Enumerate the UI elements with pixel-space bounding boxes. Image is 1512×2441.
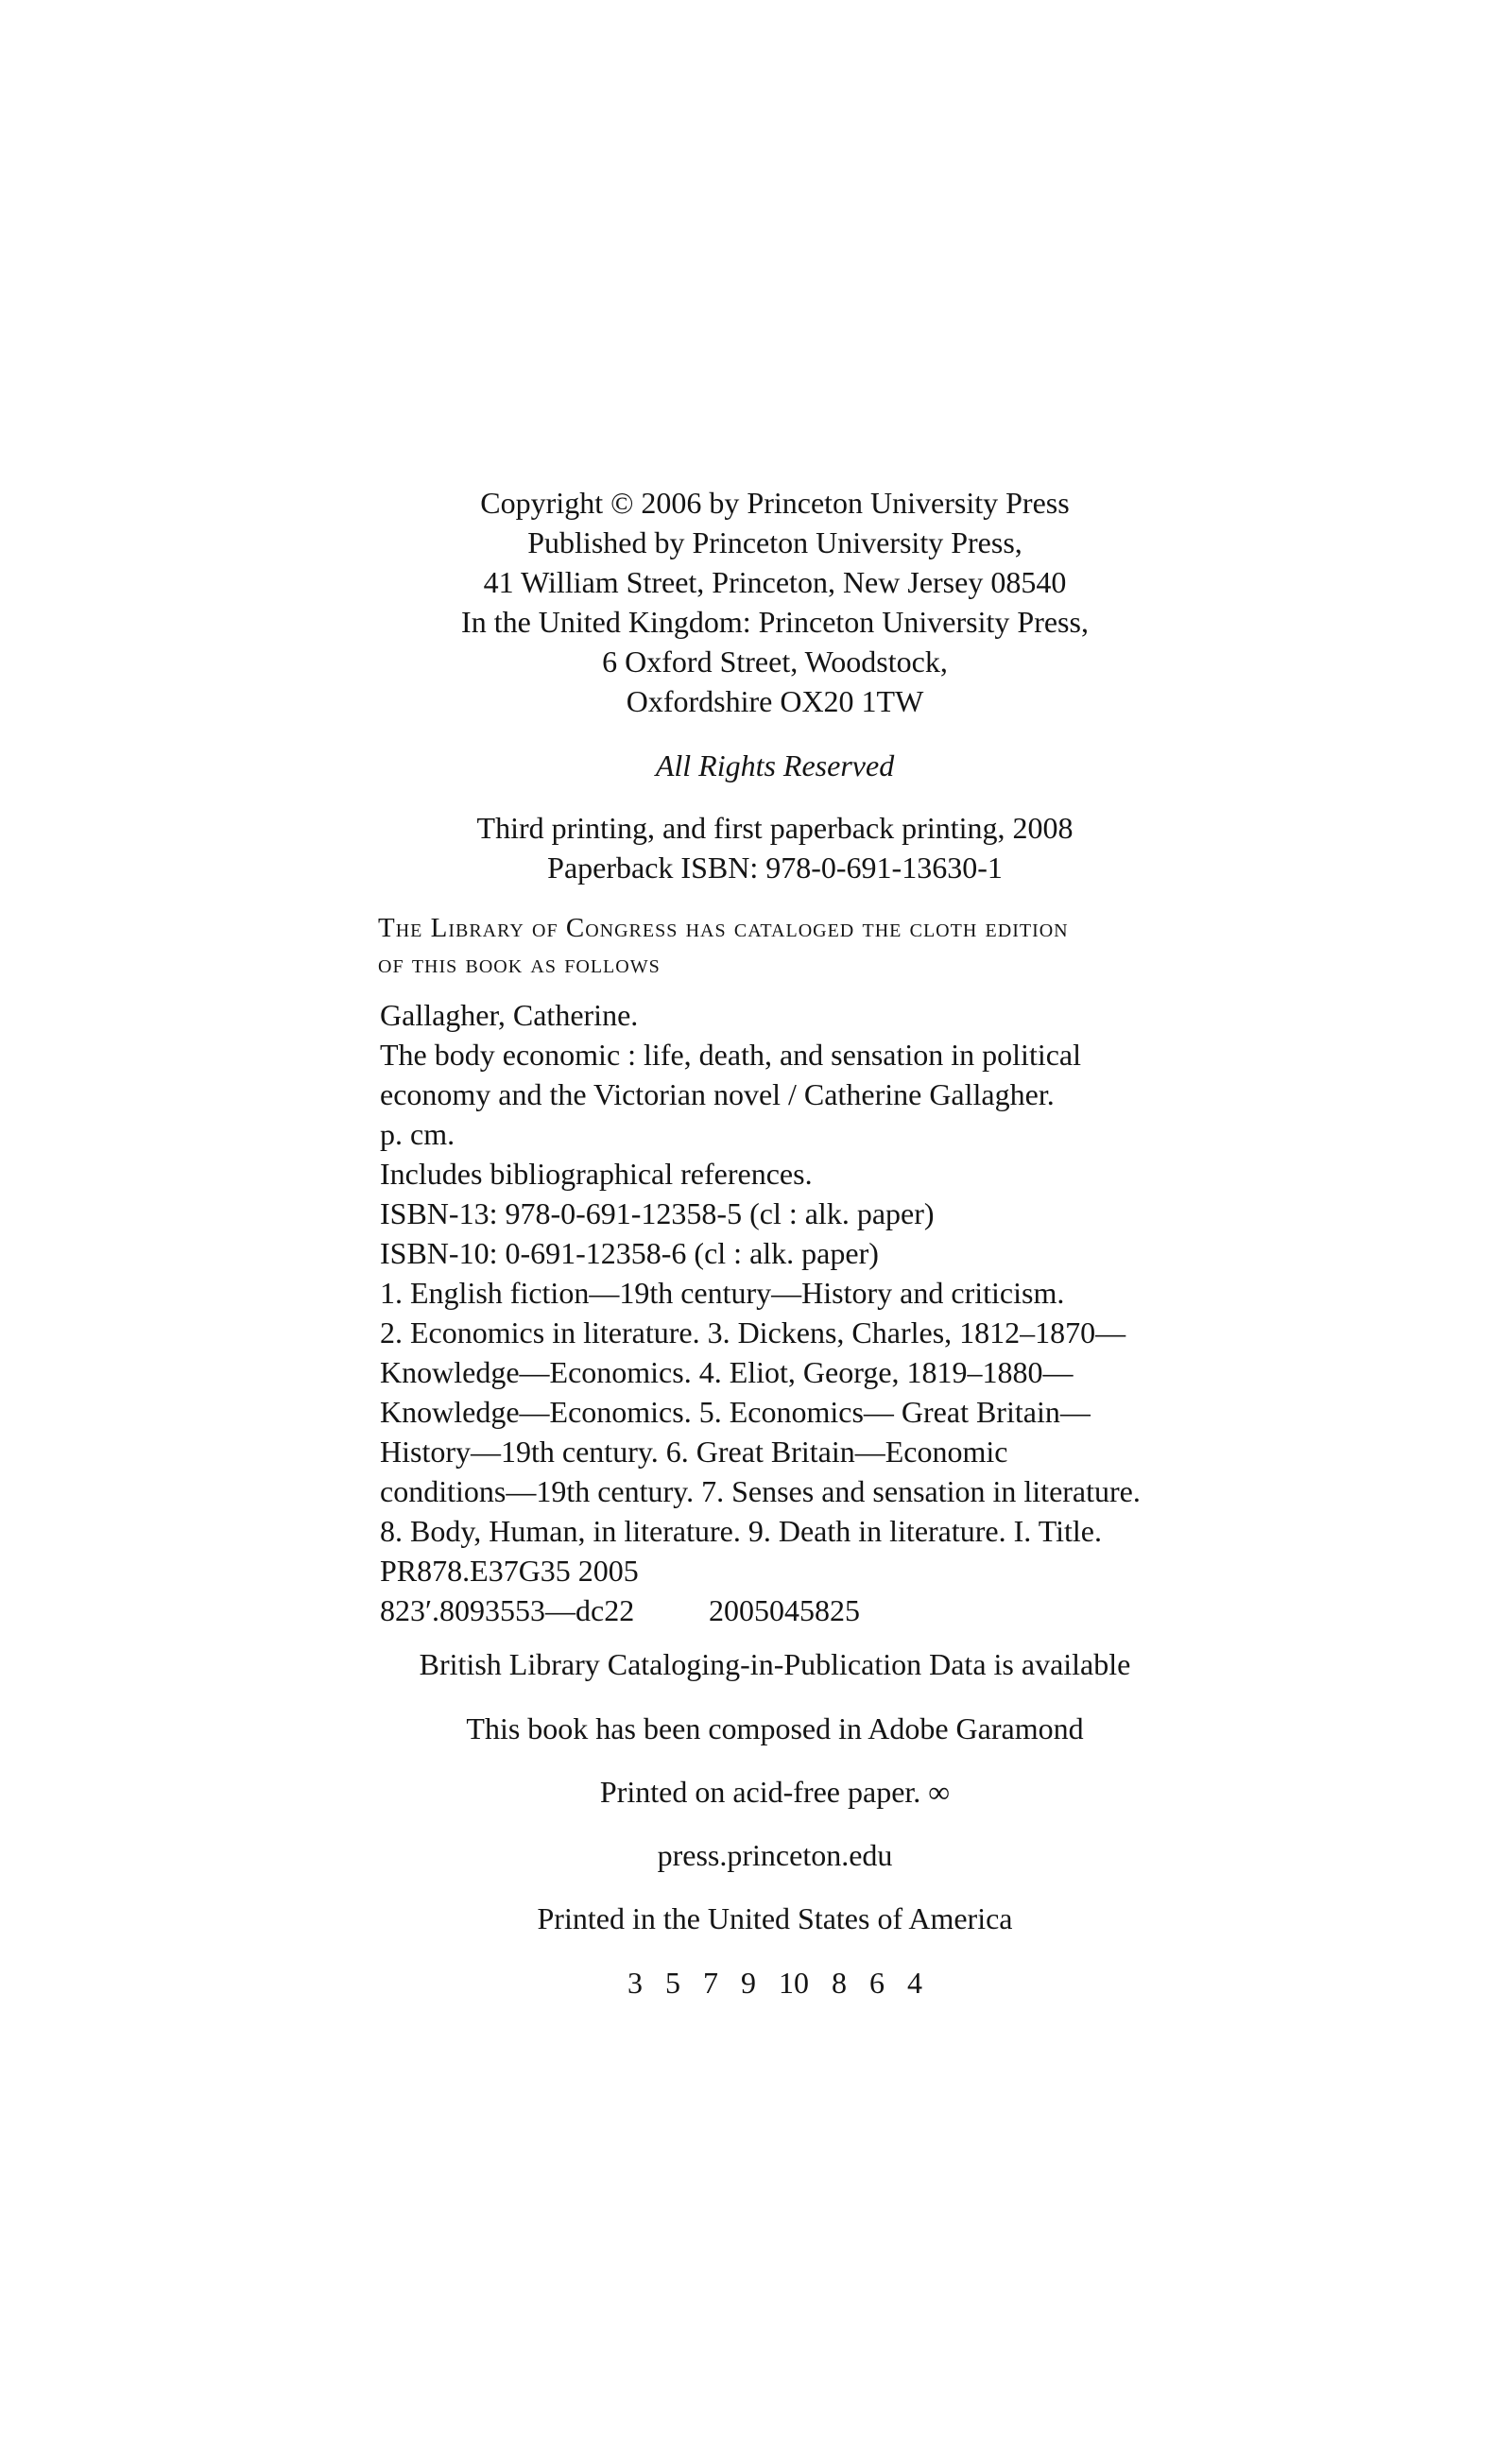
cip-title-line: The body economic : life, death, and sensation in political: [380, 1038, 1082, 1072]
cip-subject-line: Knowledge—Economics. 4. Eliot, George, 1819–1880—: [380, 1355, 1074, 1389]
printer-key-number: 7: [703, 1966, 718, 2000]
printer-key-number: 8: [832, 1966, 847, 2000]
printer-key-line: [378, 1963, 1172, 2003]
printer-key-number: 9: [741, 1966, 756, 2000]
british-library-line: British Library Cataloging-in-Publication Data is available: [419, 1647, 1131, 1681]
cip-classification-row: [380, 1590, 1193, 1630]
paperback-isbn: Paperback ISBN: 978-0-691-13630-1: [547, 851, 1003, 885]
printer-key-number: 5: [665, 1966, 680, 2000]
cip-title-line: economy and the Victorian novel / Catherine Gallagher.: [380, 1077, 1055, 1111]
cip-subject-line: 2. Economics in literature. 3. Dickens, Charles, 1812–1870—: [380, 1315, 1126, 1349]
rights-notice: [378, 746, 1172, 785]
publisher-url: [378, 1835, 1172, 1875]
cip-notes: Includes bibliographical references.: [380, 1157, 813, 1191]
publisher-address-line: 41 William Street, Princeton, New Jersey 08540: [483, 565, 1067, 599]
cip-lccn: 2005045825: [709, 1593, 860, 1627]
copyright-notice: [378, 483, 1172, 721]
cip-lc-classification: PR878.E37G35 2005: [380, 1554, 639, 1588]
uk-address-line: 6 Oxford Street, Woodstock,: [602, 645, 948, 679]
url-line: press.princeton.edu: [657, 1838, 893, 1872]
cip-subject-line: History—19th century. 6. Great Britain—Economic: [380, 1435, 1008, 1469]
printer-key: [378, 1963, 1172, 2003]
loc-heading-line: of this book as follows: [378, 949, 661, 979]
printed-in-note: [378, 1899, 1172, 1938]
uk-publisher-line: In the United Kingdom: Princeton University Press,: [461, 605, 1089, 639]
cip-subject-line: 8. Body, Human, in literature. 9. Death in literature. I. Title.: [380, 1514, 1102, 1548]
all-rights-reserved: All Rights Reserved: [655, 748, 895, 782]
publisher-line: Published by Princeton University Press,: [527, 525, 1022, 559]
printed-in-line: Printed in the United States of America: [537, 1901, 1013, 1935]
printing-info: [378, 808, 1172, 887]
cip-isbn13: ISBN-13: 978-0-691-12358-5 (cl : alk. paper): [380, 1196, 935, 1230]
printer-key-number: 3: [627, 1966, 643, 2000]
printer-key-number: 6: [869, 1966, 885, 2000]
cip-isbn10: ISBN-10: 0-691-12358-6 (cl : alk. paper): [380, 1236, 879, 1270]
printer-key-number: 4: [907, 1966, 922, 2000]
loc-heading: [378, 910, 1172, 982]
cip-subject-line: 1. English fiction—19th century—History and criticism.: [380, 1276, 1065, 1310]
british-library-note: [378, 1644, 1172, 1684]
paper-note: [378, 1772, 1172, 1812]
cip-pagination: p. cm.: [380, 1117, 455, 1151]
typeface-note: [378, 1709, 1172, 1748]
copyright-line: Copyright © 2006 by Princeton University Press: [480, 486, 1070, 520]
acid-free-line: Printed on acid-free paper. ∞: [599, 1775, 951, 1809]
typeface-line: This book has been composed in Adobe Garamond: [466, 1711, 1084, 1745]
loc-heading-line: The Library of Congress has cataloged the cloth edition: [378, 913, 1069, 943]
cip-record: [380, 995, 1193, 1630]
cip-subject-line: Knowledge—Economics. 5. Economics— Great Britain—: [380, 1395, 1091, 1429]
cip-subject-line: conditions—19th century. 7. Senses and sensation in literature.: [380, 1474, 1141, 1508]
cip-dewey-number: 823′.8093553—dc22: [380, 1593, 635, 1627]
uk-postcode-line: Oxfordshire OX20 1TW: [626, 684, 924, 718]
cip-author: Gallagher, Catherine.: [380, 998, 639, 1032]
printing-line: Third printing, and first paperback printing, 2008: [476, 811, 1074, 845]
printer-key-number: 10: [779, 1966, 809, 2000]
